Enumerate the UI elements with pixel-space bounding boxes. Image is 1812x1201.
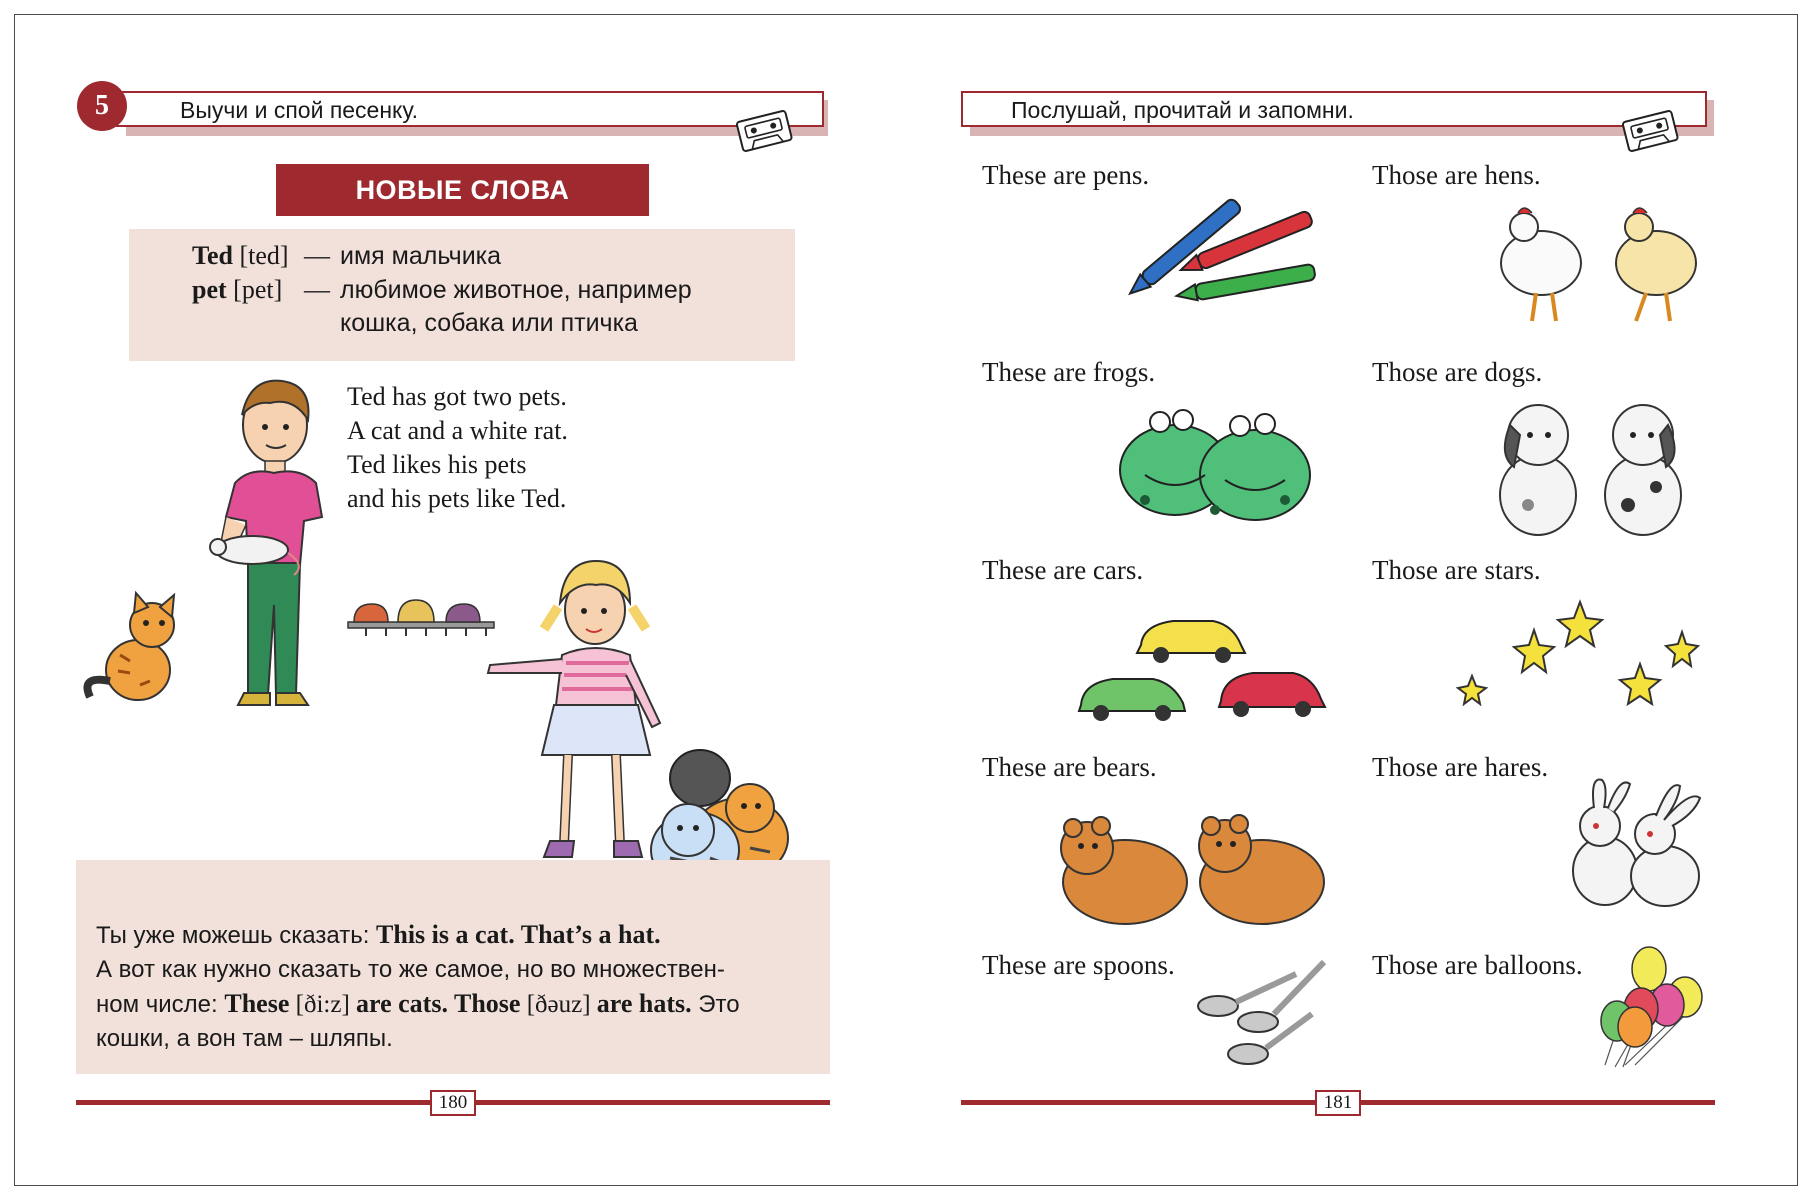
pens-illustration (1125, 180, 1345, 310)
caption-frogs: These are frogs. (982, 357, 1156, 387)
note-text: А вот как нужно сказать то же самое, но во множествен- (96, 956, 725, 983)
note-transcription: [ðəuz] (520, 991, 597, 1018)
balloons-illustration (1595, 945, 1715, 1070)
vocab-transcription: [ted] (239, 241, 289, 270)
vocab-transcription: [pet] (233, 275, 283, 304)
hares-illustration (1560, 776, 1710, 911)
note-text: Ты уже можешь сказать: (96, 922, 377, 949)
song-line: A cat and a white rat. (347, 416, 568, 445)
exercise-instruction: Выучи и спой песенку. (116, 91, 824, 127)
hens-illustration (1496, 203, 1711, 333)
song-line: and his pets like Ted. (347, 484, 567, 513)
page-number: 180 (430, 1090, 476, 1116)
exercise-number-badge: 5 (77, 81, 127, 131)
vocab-row (192, 275, 282, 305)
frogs-illustration (1105, 400, 1335, 535)
vocab-word: Ted (192, 241, 233, 270)
cars-illustration (1073, 595, 1348, 730)
note-transcription: [ði:z] (289, 991, 357, 1018)
page-number: 181 (1315, 1090, 1361, 1116)
vocab-meaning: любимое животное, например (340, 276, 692, 304)
caption-hens: Those are hens. (1372, 160, 1541, 190)
cat-illustration (80, 585, 180, 705)
vocab-dash: — (304, 275, 330, 304)
caption-balloons: Those are balloons. (1372, 950, 1583, 980)
caption-pens: These are pens. (982, 160, 1150, 190)
page-instruction: Послушай, прочитай и запомни. (961, 91, 1707, 127)
caption-dogs: Those are dogs. (1372, 357, 1543, 387)
note-text: Это (691, 991, 740, 1018)
caption-bears: These are bears. (982, 752, 1157, 782)
vocabulary-box (129, 229, 795, 361)
cassette-icon (736, 112, 792, 148)
grammar-note (76, 860, 830, 1074)
note-example: are hats. (596, 989, 692, 1018)
bears-illustration (1047, 808, 1337, 928)
grammar-note-text (96, 918, 822, 1056)
note-text: ном числе: (96, 991, 225, 1018)
vocab-word: pet (192, 275, 227, 304)
new-words-title: НОВЫЕ СЛОВА (276, 164, 649, 216)
note-example: This is a cat. That’s a hat. (376, 920, 661, 949)
caption-hares: Those are hares. (1372, 752, 1549, 782)
hats-illustration (346, 590, 496, 640)
song-line: Ted has got two pets. (347, 382, 567, 411)
vocab-dash: — (304, 241, 330, 270)
song-text (347, 380, 568, 516)
caption-cars: These are cars. (982, 555, 1144, 585)
caption-spoons: These are spoons. (982, 950, 1175, 980)
cassette-icon (1622, 112, 1678, 148)
dogs-illustration (1468, 395, 1713, 545)
note-example: These (224, 989, 290, 1018)
vocab-meaning: имя мальчика (340, 242, 502, 270)
stars-illustration (1450, 602, 1715, 712)
note-text: кошки, а вон там – шляпы. (96, 1025, 393, 1052)
spoons-illustration (1196, 958, 1331, 1068)
vocab-meaning-continued: кошка, собака или птичка (340, 309, 638, 337)
boy-illustration (190, 375, 330, 710)
song-line: Ted likes his pets (347, 450, 527, 479)
note-example: are cats. Those (356, 989, 521, 1018)
vocab-row (192, 241, 289, 271)
caption-stars: Those are stars. (1372, 555, 1541, 585)
